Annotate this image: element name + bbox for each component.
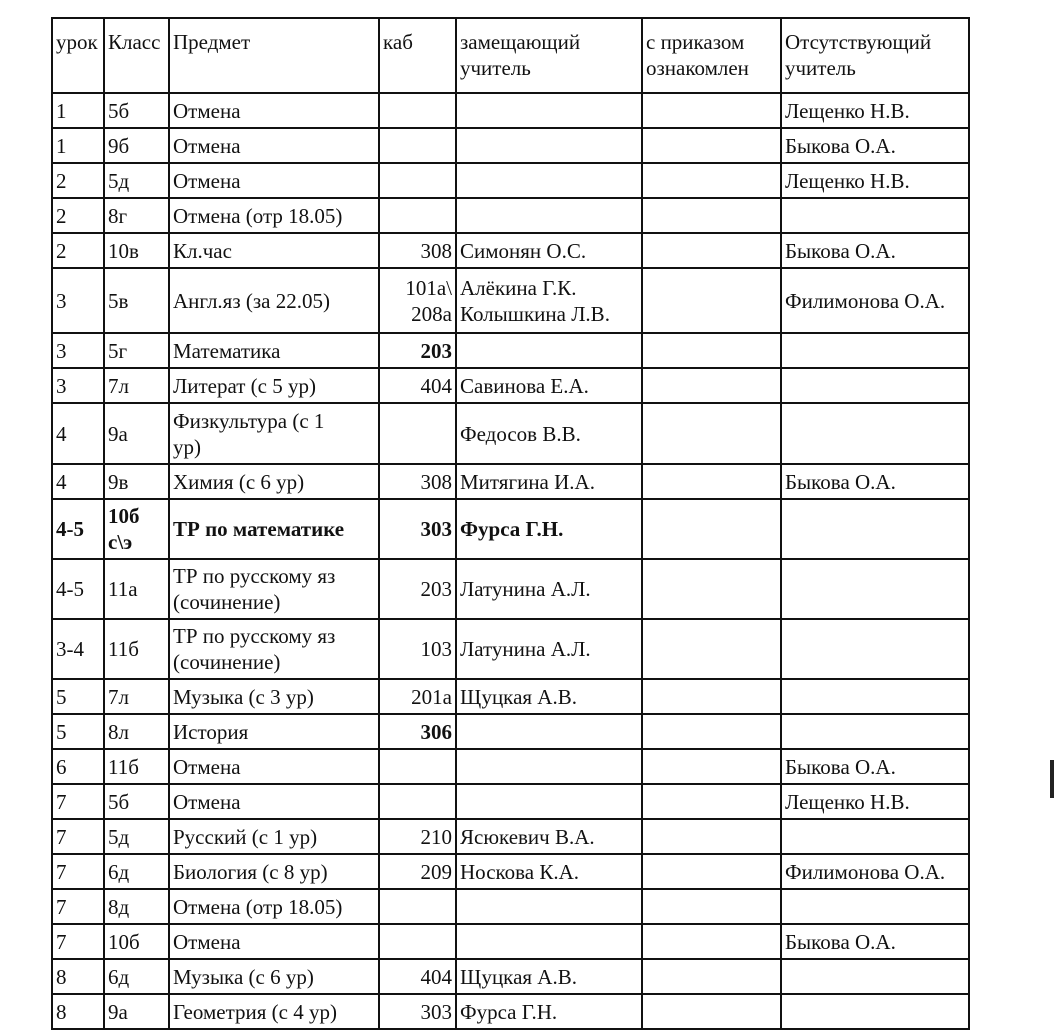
lesson-cell: 3: [52, 368, 104, 403]
acknowledged-cell: [642, 268, 781, 333]
class-cell: 6д: [104, 959, 169, 994]
class-cell: 6д: [104, 854, 169, 889]
substitute-teacher-cell: [456, 93, 642, 128]
acknowledged-cell: [642, 163, 781, 198]
header-class: Класс: [104, 18, 169, 93]
room-cell: 201а: [379, 679, 456, 714]
substitute-teacher-cell: Ясюкевич В.А.: [456, 819, 642, 854]
class-cell: 9в: [104, 464, 169, 499]
substitute-teacher-cell: Щуцкая А.В.: [456, 679, 642, 714]
subject-cell: Отмена: [169, 924, 379, 959]
substitute-teacher-cell: Фурса Г.Н.: [456, 499, 642, 559]
substitute-teacher-cell: [456, 749, 642, 784]
table-row: [52, 499, 969, 559]
acknowledged-cell: [642, 924, 781, 959]
room-cell: [379, 749, 456, 784]
subject-cell: Музыка (с 6 ур): [169, 959, 379, 994]
acknowledged-cell: [642, 714, 781, 749]
absent-teacher-cell: [781, 403, 969, 464]
absent-teacher-cell: Лещенко Н.В.: [781, 93, 969, 128]
subject-cell: Русский (с 1 ур): [169, 819, 379, 854]
absent-teacher-cell: Лещенко Н.В.: [781, 784, 969, 819]
table-row: [52, 619, 969, 679]
acknowledged-cell: [642, 559, 781, 619]
lesson-cell: 8: [52, 959, 104, 994]
room-cell: 101а\ 208а: [379, 268, 456, 333]
table-row: [52, 924, 969, 959]
room-cell: [379, 198, 456, 233]
absent-teacher-cell: [781, 368, 969, 403]
acknowledged-cell: [642, 679, 781, 714]
substitute-teacher-cell: [456, 889, 642, 924]
subject-cell: Химия (с 6 ур): [169, 464, 379, 499]
acknowledged-cell: [642, 368, 781, 403]
acknowledged-cell: [642, 464, 781, 499]
class-cell: 9б: [104, 128, 169, 163]
room-cell: 306: [379, 714, 456, 749]
room-cell: [379, 403, 456, 464]
acknowledged-cell: [642, 819, 781, 854]
subject-cell: Отмена: [169, 128, 379, 163]
absent-teacher-cell: [781, 714, 969, 749]
class-cell: 9а: [104, 994, 169, 1029]
lesson-cell: 4: [52, 464, 104, 499]
substitute-teacher-cell: Носкова К.А.: [456, 854, 642, 889]
class-cell: 9а: [104, 403, 169, 464]
subject-cell: Англ.яз (за 22.05): [169, 268, 379, 333]
room-cell: [379, 163, 456, 198]
table-row: [52, 464, 969, 499]
absent-teacher-cell: Быкова О.А.: [781, 924, 969, 959]
absent-teacher-cell: [781, 889, 969, 924]
subject-cell: Математика: [169, 333, 379, 368]
substitute-teacher-cell: Латунина А.Л.: [456, 559, 642, 619]
subject-cell: Биология (с 8 ур): [169, 854, 379, 889]
table-row: [52, 784, 969, 819]
table-row: [52, 268, 969, 333]
acknowledged-cell: [642, 93, 781, 128]
substitute-teacher-cell: Симонян О.С.: [456, 233, 642, 268]
table-row: [52, 854, 969, 889]
acknowledged-cell: [642, 233, 781, 268]
lesson-cell: 4-5: [52, 499, 104, 559]
table-row: [52, 714, 969, 749]
substitute-teacher-cell: [456, 714, 642, 749]
substitute-teacher-cell: [456, 924, 642, 959]
lesson-cell: 5: [52, 679, 104, 714]
table-row: [52, 403, 969, 464]
lesson-cell: 2: [52, 233, 104, 268]
absent-teacher-cell: [781, 619, 969, 679]
acknowledged-cell: [642, 198, 781, 233]
table-row: [52, 994, 969, 1029]
absent-teacher-cell: Быкова О.А.: [781, 749, 969, 784]
room-cell: [379, 924, 456, 959]
absent-teacher-cell: Быкова О.А.: [781, 128, 969, 163]
class-cell: 10б: [104, 924, 169, 959]
acknowledged-cell: [642, 889, 781, 924]
class-cell: 8д: [104, 889, 169, 924]
substitute-teacher-cell: [456, 784, 642, 819]
class-cell: 8г: [104, 198, 169, 233]
header-room: каб: [379, 18, 456, 93]
subject-cell: ТР по математике: [169, 499, 379, 559]
subject-cell: ТР по русскому яз (сочинение): [169, 619, 379, 679]
class-cell: 10в: [104, 233, 169, 268]
header-row: [52, 18, 969, 93]
lesson-cell: 2: [52, 198, 104, 233]
acknowledged-cell: [642, 959, 781, 994]
substitute-teacher-cell: Алёкина Г.К. Колышкина Л.В.: [456, 268, 642, 333]
subject-cell: Отмена (отр 18.05): [169, 198, 379, 233]
class-cell: 11б: [104, 749, 169, 784]
header-acknowledged: с приказом ознакомлен: [642, 18, 781, 93]
room-cell: 308: [379, 233, 456, 268]
absent-teacher-cell: [781, 499, 969, 559]
lesson-cell: 2: [52, 163, 104, 198]
lesson-cell: 4: [52, 403, 104, 464]
acknowledged-cell: [642, 854, 781, 889]
table-row: [52, 233, 969, 268]
substitute-teacher-cell: Савинова Е.А.: [456, 368, 642, 403]
acknowledged-cell: [642, 619, 781, 679]
absent-teacher-cell: Филимонова О.А.: [781, 854, 969, 889]
acknowledged-cell: [642, 403, 781, 464]
lesson-cell: 1: [52, 93, 104, 128]
lesson-cell: 1: [52, 128, 104, 163]
lesson-cell: 3: [52, 268, 104, 333]
class-cell: 5в: [104, 268, 169, 333]
header-lesson: урок: [52, 18, 104, 93]
class-cell: 5б: [104, 784, 169, 819]
acknowledged-cell: [642, 784, 781, 819]
header-absent: Отсутствующий учитель: [781, 18, 969, 93]
subject-cell: Физкультура (с 1 ур): [169, 403, 379, 464]
substitution-table: [51, 17, 970, 1030]
header-subject: Предмет: [169, 18, 379, 93]
table-row: [52, 889, 969, 924]
subject-cell: Отмена: [169, 749, 379, 784]
lesson-cell: 7: [52, 854, 104, 889]
scrollbar-thumb[interactable]: [1050, 760, 1054, 798]
subject-cell: Отмена: [169, 93, 379, 128]
acknowledged-cell: [642, 749, 781, 784]
table-row: [52, 163, 969, 198]
table-row: [52, 679, 969, 714]
class-cell: 7л: [104, 368, 169, 403]
room-cell: [379, 128, 456, 163]
room-cell: 203: [379, 333, 456, 368]
class-cell: 5д: [104, 163, 169, 198]
subject-cell: Литерат (с 5 ур): [169, 368, 379, 403]
absent-teacher-cell: Быкова О.А.: [781, 233, 969, 268]
lesson-cell: 7: [52, 924, 104, 959]
class-cell: 5д: [104, 819, 169, 854]
table-row: [52, 559, 969, 619]
class-cell: 5б: [104, 93, 169, 128]
room-cell: [379, 93, 456, 128]
class-cell: 5г: [104, 333, 169, 368]
room-cell: 210: [379, 819, 456, 854]
subject-cell: Музыка (с 3 ур): [169, 679, 379, 714]
lesson-cell: 5: [52, 714, 104, 749]
substitute-teacher-cell: [456, 163, 642, 198]
subject-cell: Кл.час: [169, 233, 379, 268]
absent-teacher-cell: [781, 959, 969, 994]
lesson-cell: 7: [52, 889, 104, 924]
absent-teacher-cell: [781, 198, 969, 233]
lesson-cell: 4-5: [52, 559, 104, 619]
table-row: [52, 749, 969, 784]
lesson-cell: 7: [52, 784, 104, 819]
acknowledged-cell: [642, 333, 781, 368]
substitute-teacher-cell: Федосов В.В.: [456, 403, 642, 464]
class-cell: 11б: [104, 619, 169, 679]
class-cell: 11а: [104, 559, 169, 619]
subject-cell: Отмена: [169, 163, 379, 198]
table-row: [52, 333, 969, 368]
absent-teacher-cell: [781, 819, 969, 854]
subject-cell: ТР по русскому яз (сочинение): [169, 559, 379, 619]
lesson-cell: 3: [52, 333, 104, 368]
subject-cell: Геометрия (с 4 ур): [169, 994, 379, 1029]
room-cell: 303: [379, 499, 456, 559]
room-cell: 203: [379, 559, 456, 619]
absent-teacher-cell: [781, 559, 969, 619]
lesson-cell: 6: [52, 749, 104, 784]
substitute-teacher-cell: Фурса Г.Н.: [456, 994, 642, 1029]
lesson-cell: 8: [52, 994, 104, 1029]
substitute-teacher-cell: [456, 333, 642, 368]
room-cell: 404: [379, 368, 456, 403]
room-cell: [379, 784, 456, 819]
lesson-cell: 3-4: [52, 619, 104, 679]
class-cell: 7л: [104, 679, 169, 714]
absent-teacher-cell: Филимонова О.А.: [781, 268, 969, 333]
acknowledged-cell: [642, 499, 781, 559]
table-row: [52, 959, 969, 994]
acknowledged-cell: [642, 994, 781, 1029]
subject-cell: Отмена (отр 18.05): [169, 889, 379, 924]
absent-teacher-cell: Быкова О.А.: [781, 464, 969, 499]
substitute-teacher-cell: Митягина И.А.: [456, 464, 642, 499]
table-row: [52, 93, 969, 128]
acknowledged-cell: [642, 128, 781, 163]
substitute-teacher-cell: Латунина А.Л.: [456, 619, 642, 679]
table-row: [52, 198, 969, 233]
room-cell: 404: [379, 959, 456, 994]
class-cell: 10б с\э: [104, 499, 169, 559]
room-cell: [379, 889, 456, 924]
header-substitute: замещающий учитель: [456, 18, 642, 93]
room-cell: 103: [379, 619, 456, 679]
class-cell: 8л: [104, 714, 169, 749]
substitute-teacher-cell: [456, 128, 642, 163]
room-cell: 308: [379, 464, 456, 499]
absent-teacher-cell: [781, 679, 969, 714]
subject-cell: История: [169, 714, 379, 749]
absent-teacher-cell: [781, 994, 969, 1029]
lesson-cell: 7: [52, 819, 104, 854]
subject-cell: Отмена: [169, 784, 379, 819]
table-row: [52, 368, 969, 403]
table-row: [52, 819, 969, 854]
absent-teacher-cell: Лещенко Н.В.: [781, 163, 969, 198]
table-row: [52, 128, 969, 163]
substitute-teacher-cell: Щуцкая А.В.: [456, 959, 642, 994]
room-cell: 209: [379, 854, 456, 889]
substitute-teacher-cell: [456, 198, 642, 233]
absent-teacher-cell: [781, 333, 969, 368]
room-cell: 303: [379, 994, 456, 1029]
